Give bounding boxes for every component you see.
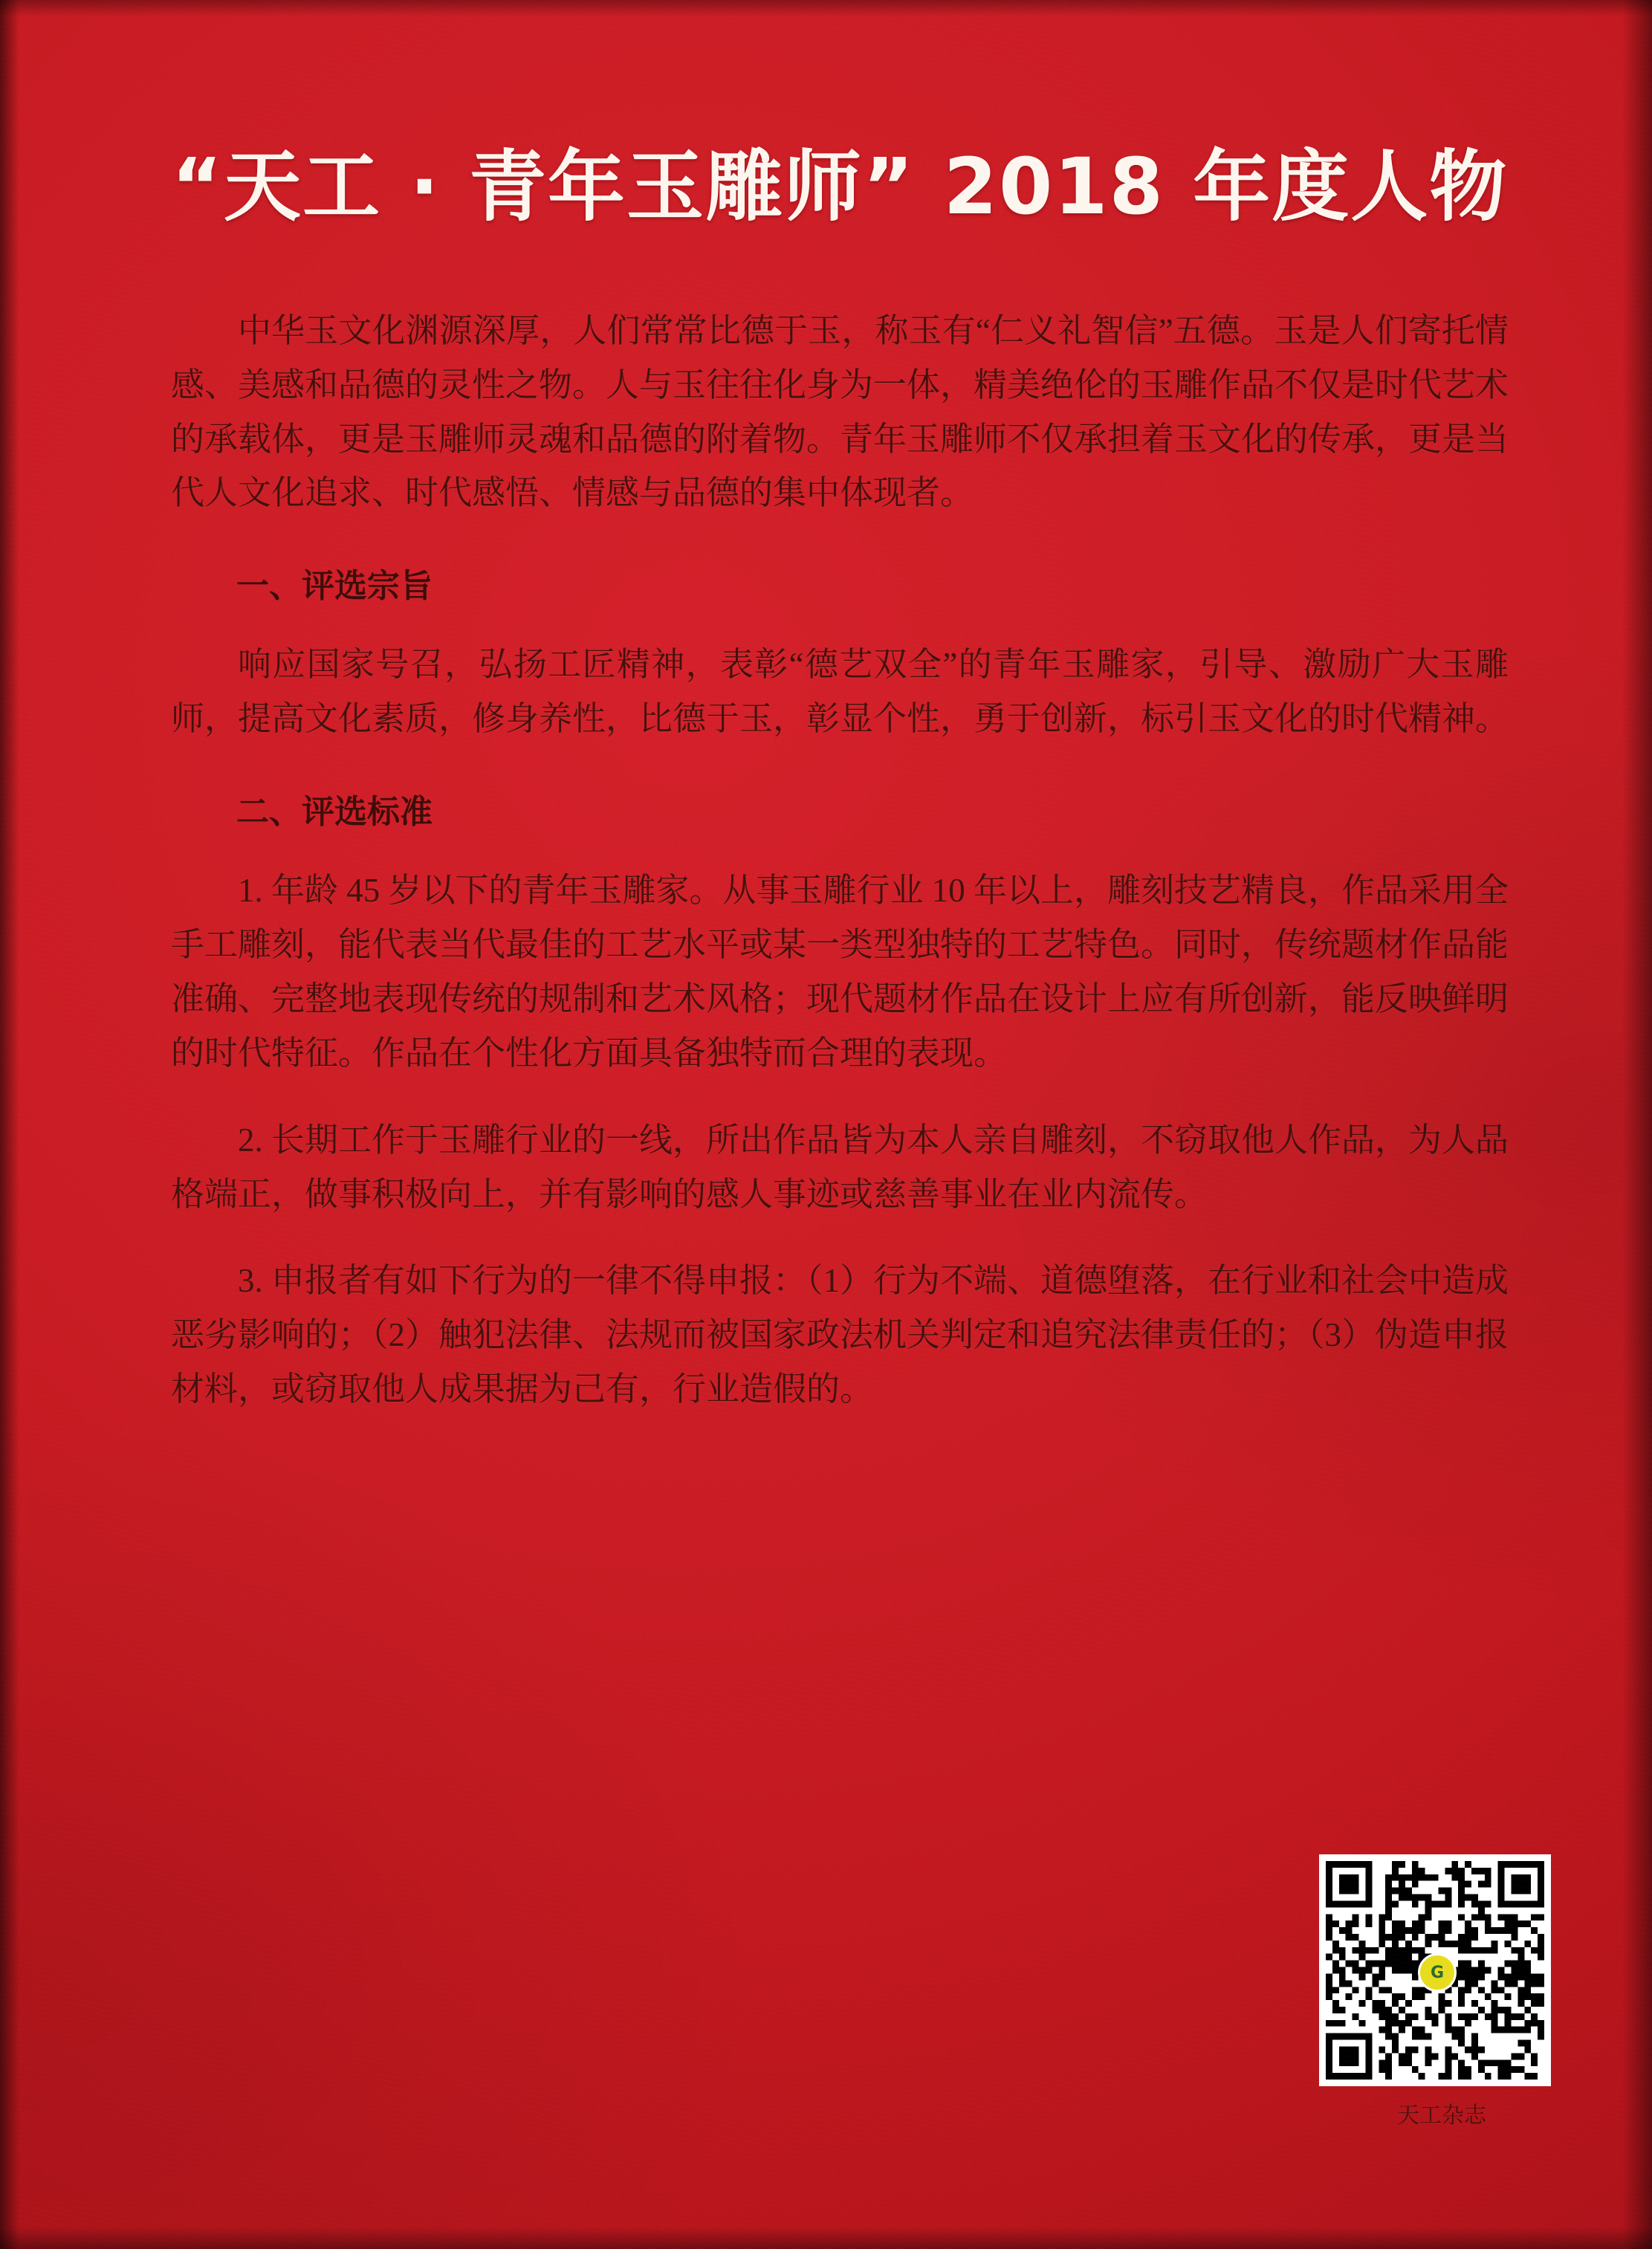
section-criteria-paragraph-3: 3. 申报者有如下行为的一律不得申报：（1）行为不端、道德堕落，在行业和社会中造成恶劣影响的；（2）触犯法律、法规而被国家政法机关判定和追究法律责任的；（3）伪造申报材料，或窃取他人成果据为己有，行业造假的。 — [171, 1262, 1509, 1408]
intro-paragraph: 中华玉文化渊源深厚，人们常常比德于玉，称玉有“仁义礼智信”五德。玉是人们寄托情感、美感和品德的灵性之物。人与玉往往化身为一体，精美绝伦的玉雕作品不仅是时代艺术的承载体，更是玉雕师灵魂和品德的附着物。青年玉雕师不仅承担着玉文化的传承，更是当代人文化追求、时代感悟、情感与品德的集中体现者。 — [171, 311, 1509, 512]
page-edge-left-shadow — [0, 0, 19, 2249]
qr-caption: 天工杂志 — [1397, 2103, 1486, 2129]
section-criteria-paragraph-1: 1. 年龄 45 岁以下的青年玉雕家。从事玉雕行业 10 年以上，雕刻技艺精良，作品采用全手工雕刻，能代表当代最佳的工艺水平或某一类型独特的工艺特色。同时，传统题材作品能准确、完整地表现传统的规制和艺术风格；现代题材作品在设计上应有所创新，能反映鲜明的时代特征。作品在个性化方面具备独特而合理的表现。 — [171, 872, 1509, 1072]
page-edge-right-shadow — [1622, 0, 1652, 2249]
section-heading-criteria: 二、评选标准 — [236, 793, 433, 832]
qr-center-logo-icon: G — [1418, 1953, 1457, 1992]
section-purpose-paragraph-1: 响应国家号召，弘扬工匠精神，表彰“德艺双全”的青年玉雕家，引导、激励广大玉雕师，提高文化素质，修身养性，比德于玉，彰显个性，勇于创新，标引玉文化的时代精神。 — [171, 646, 1509, 738]
document-body — [171, 141, 1509, 1449]
page-edge-bottom-shadow — [0, 2227, 1652, 2249]
qr-code[interactable] — [1319, 1854, 1551, 2086]
qr-code-block — [1319, 1854, 1564, 2129]
page-edge-top-shadow — [0, 0, 1652, 16]
section-heading-purpose: 一、评选宗旨 — [236, 567, 433, 606]
page-title: “天工 · 青年玉雕师” 2018 年度人物 — [171, 141, 1509, 232]
section-criteria-paragraph-2: 2. 长期工作于玉雕行业的一线，所出作品皆为本人亲自雕刻，不窃取他人作品，为人品格端正，做事积极向上，并有影响的感人事迹或慈善事业在业内流传。 — [171, 1121, 1509, 1213]
